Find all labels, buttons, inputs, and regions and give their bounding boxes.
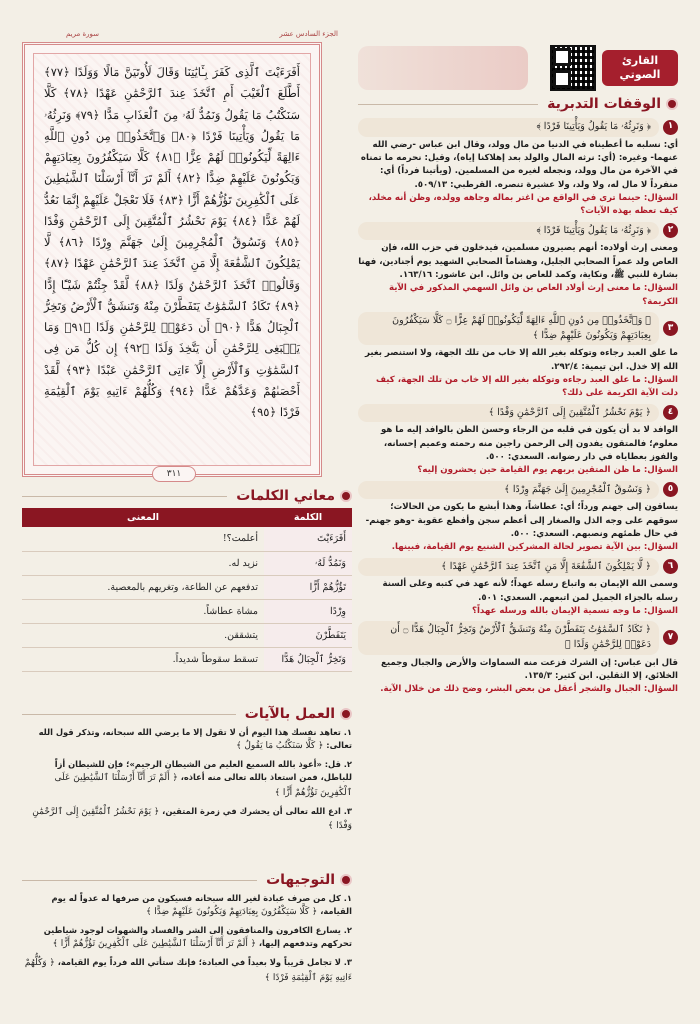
qr-code-icon[interactable] (550, 45, 596, 91)
table-row (22, 623, 352, 647)
stop-verse: ﴿ تَكَادُ ٱلسَّمَٰوَٰتُ يَتَفَطَّرْنَ مِنْهُ وَتَنشَقُّ ٱلْأَرْضُ وَتَخِرُّ ٱلْجِبَالُ هَدًّا ۝ أَن دَعَوْا۟ لِلرَّحْمَٰنِ وَلَدًا ﴾ (358, 621, 659, 654)
section-bullet-icon (340, 490, 352, 502)
item-verse: ﴿ وَكُلُّهُمْ ءَاتِيهِ يَوْمَ ٱلْقِيَٰمَةِ فَرْدًا ﴾ (24, 957, 352, 983)
table-row (22, 551, 352, 575)
reflection-stops-list (358, 116, 678, 700)
guidance-list (22, 892, 352, 989)
stop-number: ٦ (663, 559, 678, 574)
stop-verse: ﴿ وَنَرِثُهُۥ مَا يَقُولُ وَيَأْتِينَا فَرْدًا ﴾ (358, 222, 659, 241)
item-text: ٣. ادع الله تعالى أن يحشرك في زمرة المتقين، (162, 805, 352, 816)
word-meanings-table (22, 508, 352, 672)
meaning-cell: مشاة عطاشاً. (22, 599, 264, 623)
list-item (22, 892, 352, 920)
word-cell: يَتَفَطَّرْنَ (264, 623, 352, 647)
word-meanings-heading (22, 488, 352, 504)
stop-verse: ﴿ لَّا يَمْلِكُونَ ٱلشَّفَٰعَةَ إِلَّا مَنِ ٱتَّخَذَ عِندَ ٱلرَّحْمَٰنِ عَهْدًا ﴾ (358, 558, 659, 577)
meaning-cell: أعلمت؟! (22, 527, 264, 551)
section-bullet-icon (340, 874, 352, 886)
stop-number: ١ (663, 120, 678, 135)
stop-number: ٤ (663, 405, 678, 420)
section-divider (22, 496, 227, 497)
reflection-stop (358, 481, 678, 555)
word-cell: وَنَمُدُّ لَهُۥ (264, 551, 352, 575)
page-number: ٣١١ (152, 466, 196, 482)
list-item (22, 956, 352, 986)
mushaf-header (52, 30, 352, 42)
reflection-stop (358, 118, 678, 219)
section-bullet-icon (340, 708, 352, 720)
word-cell: وَتَخِرُّ ٱلْجِبَالُ هَدًّا (264, 647, 352, 671)
list-item (22, 758, 352, 801)
stop-verse: ﴿ وَٱتَّخَذُوا۟ مِن دُونِ ٱللَّهِ ءَالِهَةً لِّيَكُونُوا۟ لَهُمْ عِزًّا ۝ كَلَّا سَيَكْفُرُونَ بِعِبَادَتِهِمْ وَيَكُونُونَ عَلَيْهِمْ ضِدًّا ﴾ (358, 312, 659, 345)
stop-question: السؤال: حينما ترى في الواقع من اغتر بماله وجاهه وولده، وظن أنه مخلد، كيف تعظه بهذه الآيات؟ (368, 192, 678, 217)
item-text: ١. تعاهد نفسك هذا اليوم أن لا تقول إلا ما يرضي الله سبحانه، وتذكر قول الله تعالى: (38, 727, 352, 750)
word-cell: أَفَرَءَيْتَ (264, 527, 352, 551)
stop-explanation: أي: نسلبه ما أعطيناه في الدنيا من مال وولد، وقال ابن عباس -رضي الله عنهما- وغيره: (أي: نرثه المال والولد بعد إهلاكنا إياه)، وقيل: نحرمه ما تمناه في الآخرة من مال وولد، ونجعله لغيره من المسلمين. (ويأتينا فرداً) أي: منفرداً لا مال له، ولا ولد، ولا عشيرة تنصره. القرطبي: ٥٠٩/١٣. (360, 139, 678, 190)
item-text: ١. كل من صرف عبادة لغير الله سبحانه فسيكون من صرفها له عدواً له يوم القيامة، (51, 893, 352, 916)
item-verse: ﴿ أَلَمْ تَرَ أَنَّآ أَرْسَلْنَا ٱلشَّيَٰطِينَ عَلَى ٱلْكَٰفِرِينَ تَؤُزُّهُمْ أَزًّا ﴾ (52, 938, 256, 949)
reflection-stop (358, 222, 678, 309)
item-verse: ﴿ كَلَّا سَيَكْفُرُونَ بِعِبَادَتِهِمْ وَيَكُونُونَ عَلَيْهِمْ ضِدًّا ﴾ (146, 906, 318, 917)
section-bullet-icon (666, 98, 678, 110)
table-row (22, 575, 352, 599)
audio-reader-box[interactable] (548, 44, 678, 92)
table-row (22, 647, 352, 671)
stop-verse: ﴿ يَوْمَ نَحْشُرُ ٱلْمُتَّقِينَ إِلَى ٱلرَّحْمَٰنِ وَفْدًا ﴾ (358, 404, 659, 423)
apply-verses-title: العمل بالآيات (244, 706, 335, 722)
decorative-banner (358, 46, 528, 90)
item-verse: ﴿ كَلَّا سَنَكْتُبُ مَا يَقُولُ ﴾ (236, 740, 324, 751)
guidance-heading (22, 872, 352, 888)
stop-explanation: وسمى الله الإيمان به واتباع رسله عهداً؛ لأنه عهد في كتبه وعلى ألسنة رسله بالجزاء الجميل لمن اتبعهم. السعدي: ٥٠١. (382, 579, 678, 603)
item-verse: ﴿ يَوْمَ نَحْشُرُ ٱلْمُتَّقِينَ إِلَى ٱلرَّحْمَٰنِ وَفْدًا ﴾ (32, 806, 352, 832)
stop-explanation: يساقون إلى جهنم ورداً؛ أي: عطاشاً، وهذا أبشع ما يكون من الحالات؛ سوقهم على وجه الذل والصغار إلى أعظم سجن وأفظع عقوبة -وهو جهنم- في حال ظمئهم ونصبهم. السعدي: ٥٠٠. (365, 502, 678, 539)
surah-label: سورة مريم (66, 30, 99, 38)
tafsir-column (358, 40, 678, 1015)
item-verse: ﴿ أَلَمْ تَرَ أَنَّآ أَرْسَلْنَا ٱلشَّيَٰطِينَ عَلَى ٱلْكَٰفِرِينَ تَؤُزُّهُمْ أَزًّا ﴾ (54, 772, 352, 798)
section-divider (358, 104, 538, 105)
stop-explanation: قال ابن عباس: إن الشرك فزعت منه السماوات والأرض والجبال وجميع الخلائق، إلا الثقلين. ابن كثير: ١٣٥/٣. (380, 657, 678, 681)
mushaf-column (22, 30, 352, 1005)
guidance-title: التوجيهات (266, 872, 335, 888)
quran-text: أَفَرَءَيْتَ ٱلَّذِى كَفَرَ بِـَٔايَٰتِنَا وَقَالَ لَأُوتَيَنَّ مَالًا وَوَلَدًا ﴿٧٧﴾ أَطَّلَعَ ٱلْغَيْبَ أَمِ ٱتَّخَذَ عِندَ ٱلرَّحْمَٰنِ عَهْدًا ﴿٧٨﴾ كَلَّا سَنَكْتُبُ مَا يَقُولُ وَنَمُدُّ لَهُۥ مِنَ ٱلْعَذَابِ مَدًّا ﴿٧٩﴾ وَنَرِثُهُۥ مَا يَقُولُ وَيَأْتِينَا فَرْدًا ﴿٨٠﴾ وَٱتَّخَذُوا۟ مِن دُونِ ٱللَّهِ ءَالِهَةً لِّيَكُونُوا۟ لَهُمْ عِزًّا ﴿٨١﴾ كَلَّا سَيَكْفُرُونَ بِعِبَادَتِهِمْ وَيَكُونُونَ عَلَيْهِمْ ضِدًّا ﴿٨٢﴾ أَلَمْ تَرَ أَنَّآ أَرْسَلْنَا ٱلشَّيَٰطِينَ عَلَى ٱلْكَٰفِرِينَ تَؤُزُّهُمْ أَزًّا ﴿٨٣﴾ فَلَا تَعْجَلْ عَلَيْهِمْ إِنَّمَا نَعُدُّ لَهُمْ عَدًّا ﴿٨٤﴾ يَوْمَ نَحْشُرُ ٱلْمُتَّقِينَ إِلَى ٱلرَّحْمَٰنِ وَفْدًا ﴿٨٥﴾ وَنَسُوقُ ٱلْمُجْرِمِينَ إِلَىٰ جَهَنَّمَ وِرْدًا ﴿٨٦﴾ لَّا يَمْلِكُونَ ٱلشَّفَٰعَةَ إِلَّا مَنِ ٱتَّخَذَ عِندَ ٱلرَّحْمَٰنِ عَهْدًا ﴿٨٧﴾ وَقَالُوا۟ ٱتَّخَذَ ٱلرَّحْمَٰنُ وَلَدًا ﴿٨٨﴾ لَّقَدْ جِئْتُمْ شَيْـًٔا إِدًّا ﴿٨٩﴾ تَكَادُ ٱلسَّمَٰوَٰتُ يَتَفَطَّرْنَ مِنْهُ وَتَنشَقُّ ٱلْأَرْضُ وَتَخِرُّ ٱلْجِبَالُ هَدًّا ﴿٩٠﴾ أَن دَعَوْا۟ لِلرَّحْمَٰنِ وَلَدًا ﴿٩١﴾ وَمَا يَنۢبَغِى لِلرَّحْمَٰنِ أَن يَتَّخِذَ وَلَدًا ﴿٩٢﴾ إِن كُلُّ مَن فِى ٱلسَّمَٰوَٰتِ وَٱلْأَرْضِ إِلَّآ ءَاتِى ٱلرَّحْمَٰنِ عَبْدًا ﴿٩٣﴾ لَّقَدْ أَحْصَىٰهُمْ وَعَدَّهُمْ عَدًّا ﴿٩٤﴾ وَكُلُّهُمْ ءَاتِيهِ يَوْمَ ٱلْقِيَٰمَةِ فَرْدًا ﴿٩٥﴾ (33, 53, 311, 466)
stop-number: ٢ (663, 223, 678, 238)
reflection-stops-title: الوقفات التدبرية (547, 96, 661, 112)
list-item (22, 924, 352, 952)
list-item (22, 726, 352, 754)
table-row (22, 599, 352, 623)
apply-verses-heading (22, 706, 352, 722)
item-text: ٢. يسارع الكافرون والمنافقون إلى الشر والفساد والشهوات لوجود شياطين تحركهم وتدفعهم إليها، (43, 924, 352, 948)
stop-explanation: الوافد لا بد أن يكون في قلبه من الرجاء وحسن الظن بالوافد إليه ما هو معلوم؛ فالمتقون يفدون إلى الرحمن راجين منه رحمته وعميم إحسانه، والفوز بعطاياه في دار رضوانه. السعدي: ٥٠٠. (380, 425, 678, 462)
word-cell: وِرْدًا (264, 599, 352, 623)
stop-explanation: ومعنى إرث أولاده: أنهم يصيرون مسلمين، فيدخلون في حزب الله، فإن العاص ولد عمراً الصحابي الجليل، وهشاماً الصحابي الشهيد يوم أجنادين، فهنا بشارة للنبي ﷺ، ونكاية، وكمد للعاص بن وائل. ابن عاشور: ١٦٣/١٦. (358, 243, 678, 280)
section-divider (22, 714, 236, 715)
meaning-cell: تسقط سقوطاً شديداً. (22, 647, 264, 671)
stop-verse: ﴿ وَنَرِثُهُۥ مَا يَقُولُ وَيَأْتِينَا فَرْدًا ﴾ (358, 118, 659, 137)
stop-question: السؤال: بين الآية تصوير لحالة المشركين الشنيع يوم القيامة، فبينها. (391, 542, 678, 553)
stop-verse: ﴿ وَنَسُوقُ ٱلْمُجْرِمِينَ إِلَىٰ جَهَنَّمَ وِرْدًا ﴾ (358, 481, 659, 500)
audio-label-line1: القارئ (621, 54, 659, 68)
stop-question: السؤال: ما وجه تسمية الإيمان بالله ورسله عهداً؟ (471, 605, 678, 616)
reflection-stop (358, 404, 678, 478)
item-text: ٣. لا تجامل قريباً ولا بعيداً في العبادة؛ فإنك ستأتي الله فرداً يوم القيامة، (57, 956, 352, 967)
reflection-stop (358, 558, 678, 619)
reflection-stop (358, 312, 678, 401)
stop-question: السؤال: ما علق العبد رجاءه وتوكله بغير الله إلا خاب من تلك الجهة، كيف دلت الآية الكريمة على ذلك؟ (376, 374, 678, 399)
word-cell: تَؤُزُّهُمْ أَزًّا (264, 575, 352, 599)
list-item (22, 805, 352, 835)
stop-explanation: ما علق العبد رجاءه وتوكله بغير الله إلا خاب من تلك الجهة، ولا استنصر بغير الله إلا خذل. ابن تيمية: ٢٩٢/٤. (365, 348, 678, 372)
column-header-word: الكلمة (264, 508, 352, 527)
meaning-cell: يتشققن. (22, 623, 264, 647)
column-header-meaning: المعنى (22, 508, 264, 527)
stop-question: السؤال: الجبال والشجر أعقل من بعض البشر، وضح ذلك من خلال الآية. (380, 684, 678, 695)
item-text: ٢. قل: «أعوذ بالله السميع العليم من الشيطان الرجيم»؛ فإن للشيطان أزاً للباطل، فمن استعاذ بالله تعالى منه أعاذه، (54, 758, 352, 782)
audio-reader-label[interactable] (602, 50, 678, 86)
section-divider (22, 880, 257, 881)
table-row (22, 527, 352, 551)
juz-label: الجزء السادس عشر (279, 30, 338, 38)
reflection-stop (358, 621, 678, 696)
stop-number: ٧ (663, 630, 678, 645)
apply-verses-list (22, 726, 352, 838)
audio-label-line2: الصوتي (619, 68, 661, 81)
stop-number: ٣ (663, 321, 678, 336)
table-header-row (22, 508, 352, 527)
word-meanings-title: معاني الكلمات (236, 488, 335, 504)
reflection-stops-heading (358, 96, 678, 112)
meaning-cell: نزيد له. (22, 551, 264, 575)
mushaf-frame (22, 42, 322, 477)
stop-number: ٥ (663, 482, 678, 497)
meaning-cell: تدفعهم عن الطاعة، وتغريهم بالمعصية. (22, 575, 264, 599)
stop-question: السؤال: ما ظن المتقين بربهم يوم القيامة حين يحشرون إليه؟ (417, 465, 678, 476)
stop-question: السؤال: ما معنى إرث أولاد العاص بن وائل السهمي المذكور في الآية الكريمة؟ (389, 283, 678, 307)
